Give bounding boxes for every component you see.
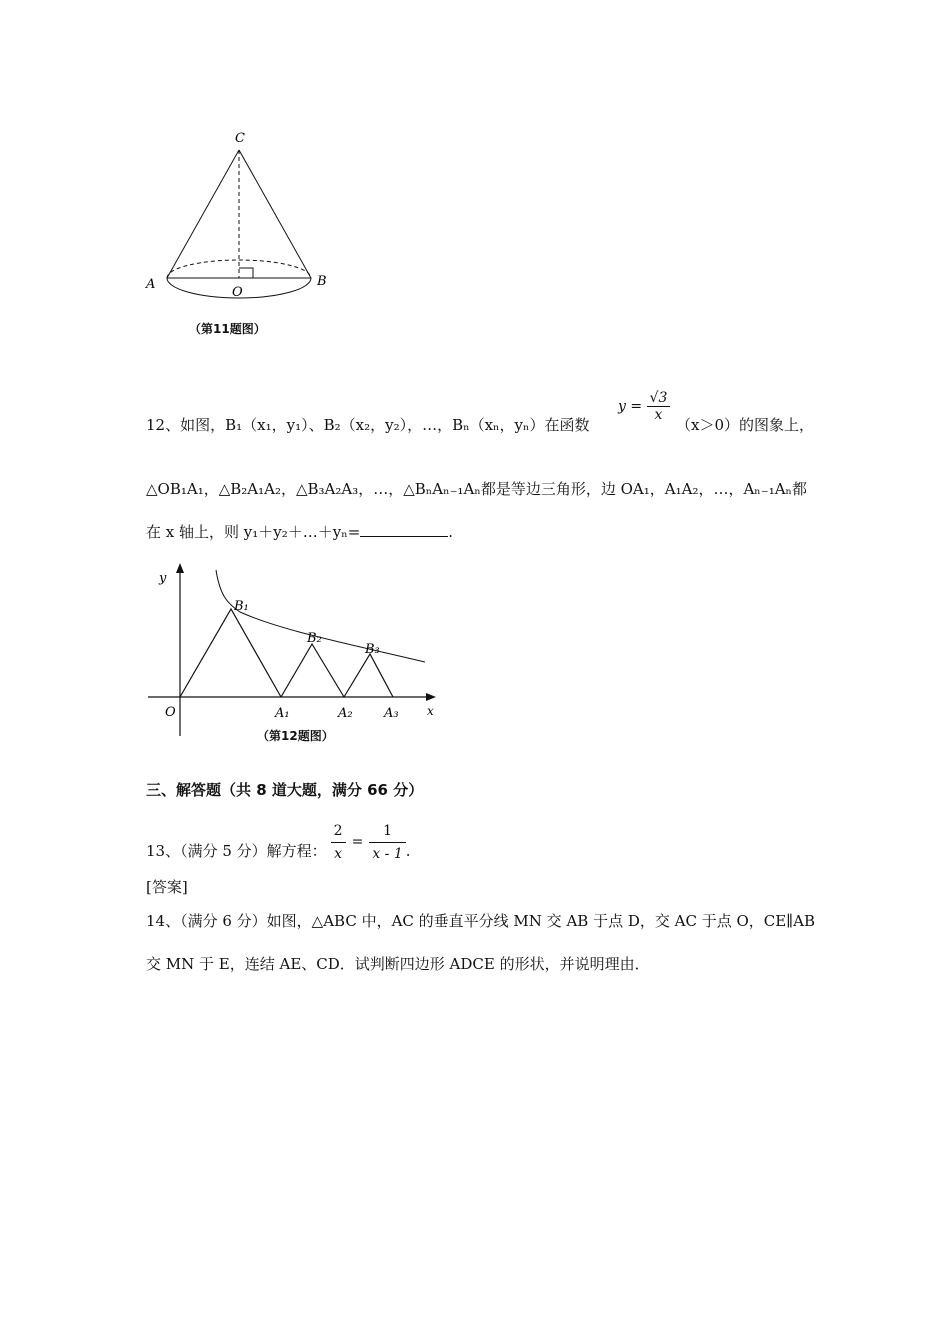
right-angle-mark (239, 268, 253, 278)
q12-function (618, 390, 670, 423)
q13-rhs-numerator: 1 (369, 820, 405, 843)
label-C: C (235, 131, 245, 146)
y-axis-arrow (176, 563, 184, 573)
function-denominator: x (654, 407, 663, 423)
curve-y-sqrt3-over-x (216, 570, 425, 662)
q13-lhs-numerator: 2 (331, 820, 346, 843)
function-lhs: y = (618, 398, 643, 415)
q14-line2: 交 MN 于 E，连结 AE、CD．试判断四边形 ADCE 的形状，并说明理由． (146, 955, 650, 973)
q13-prefix: 13、（满分 5 分）解方程： (146, 842, 327, 860)
q12-line2: △OB₁A₁，△B₂A₁A₂，△B₃A₂A₃，…，△BₙAₙ₋₁Aₙ都是等边三角形，边 OA₁，A₁A₂，…，Aₙ₋₁Aₙ都 (146, 480, 808, 498)
q13-line (146, 818, 411, 866)
label-y: y (159, 571, 167, 586)
cone-diagram (138, 126, 338, 316)
graph-diagram (140, 560, 450, 738)
q13-suffix: . (405, 842, 411, 860)
figure-12-caption: （第12题图） (257, 729, 334, 743)
label-A: A (146, 277, 156, 292)
q12-text-part2: （x＞0）的图象上， (676, 416, 815, 434)
label-O: O (165, 705, 176, 720)
label-A1: A₁ (275, 706, 290, 721)
label-x: x (427, 704, 434, 718)
q12-line3-suffix: . (448, 523, 454, 541)
label-B2: B₂ (307, 631, 322, 646)
q13-lhs-denominator: x (334, 845, 343, 862)
label-O: O (232, 285, 243, 300)
q12-line3 (146, 521, 453, 543)
triangle-B3A2A3 (344, 654, 393, 697)
figure-11 (138, 126, 338, 316)
answer-label: [答案] (146, 878, 188, 896)
q13-equals: = (351, 834, 364, 850)
label-B1: B₁ (234, 599, 249, 614)
figure-11-caption: （第11题图） (189, 322, 266, 336)
section-3-title: 三、解答题（共 8 道大题，满分 66 分） (146, 781, 424, 799)
triangle-B2A1A2 (281, 644, 344, 697)
q12-line1 (146, 414, 590, 436)
label-A2: A₂ (338, 706, 353, 721)
q13-lhs-fraction (331, 820, 346, 865)
cone-edge-right (239, 150, 311, 278)
x-axis-arrow (426, 693, 436, 701)
cone-edge-left (167, 150, 239, 278)
function-numerator: √3 (647, 390, 671, 407)
q13-rhs-fraction (369, 820, 405, 865)
answer-blank (360, 522, 448, 537)
function-fraction (647, 390, 671, 423)
q12-line3-prefix: 在 x 轴上，则 y₁＋y₂＋…＋yₙ= (146, 523, 361, 541)
label-B3: B₃ (365, 642, 380, 657)
figure-12 (140, 560, 450, 738)
q13-rhs-denominator: x - 1 (372, 845, 403, 862)
q14-line1: 14、（满分 6 分）如图，△ABC 中，AC 的垂直平分线 MN 交 AB 于点 D，交 AC 于点 O，CE∥AB (146, 912, 815, 930)
label-B: B (317, 274, 327, 289)
q12-text-part1: 12、如图，B₁（x₁，y₁）、B₂（x₂，y₂），…，Bₙ（xₙ，yₙ）在函数 (146, 416, 590, 434)
label-A3: A₃ (384, 706, 399, 721)
